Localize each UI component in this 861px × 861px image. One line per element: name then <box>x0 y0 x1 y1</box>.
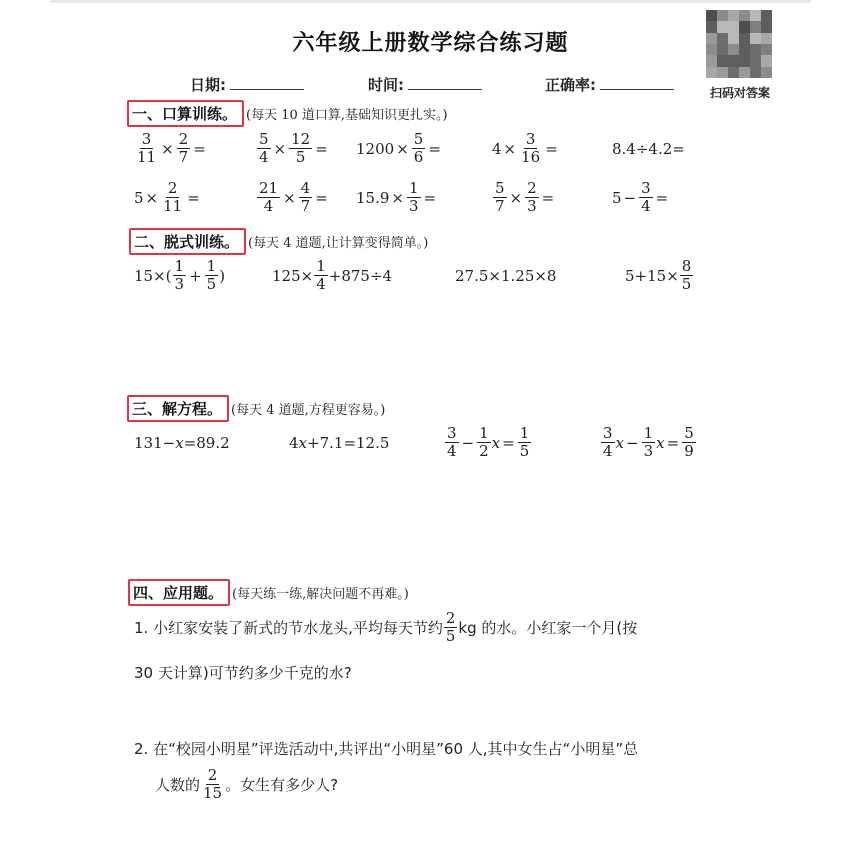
oral-problem-6: 5 × $\frac{2}{11}$ = <box>134 179 200 215</box>
fraction: $\frac{1}{5}$ <box>206 257 217 293</box>
fraction: $\frac{1}{5}$ <box>519 424 530 460</box>
section-4-header <box>128 579 409 606</box>
oral-problem-2: $\frac{5}{4}$ × $\frac{12}{5}$ = <box>259 130 328 166</box>
equation-4: $\frac{3}{4}$ x − $\frac{1}{3}$ x = $\frac{5}{9}$ <box>603 424 694 460</box>
fraction: $\frac{2}{15}$ <box>203 766 223 802</box>
date-field <box>190 74 304 95</box>
date-label: 日期: <box>190 76 226 94</box>
qr-code-image <box>706 10 772 78</box>
accuracy-blank <box>600 75 674 90</box>
fraction: $\frac{21}{4}$ <box>259 179 279 215</box>
section-2-header <box>129 228 428 255</box>
fraction: $\frac{1}{3}$ <box>174 257 185 293</box>
section-1-note: (每天 10 道口算,基础知识更扎实。) <box>246 108 448 123</box>
fraction: $\frac{2}{11}$ <box>163 179 183 215</box>
section-2-title: 二、脱式训练。 <box>129 228 246 255</box>
fraction: $\frac{3}{11}$ <box>137 130 157 166</box>
fraction: $\frac{1}{3}$ <box>408 179 419 215</box>
fraction: $\frac{3}{4}$ <box>603 424 613 460</box>
word-problem-1-line-1: 1. 小红家安装了新式的节水龙头,平均每天节约 $\frac{2}{5}$ kg 的水。小红家一个月(按 <box>134 609 638 645</box>
fraction: $\frac{5}{6}$ <box>413 130 424 166</box>
fraction: $\frac{3}{4}$ <box>641 179 651 215</box>
equation-2: 4 x +7.1=12.5 <box>289 434 390 452</box>
section-3-header <box>127 395 385 422</box>
oral-problem-3: 1200 × $\frac{5}{6}$ = <box>356 130 441 166</box>
fraction: $\frac{5}{7}$ <box>495 179 505 215</box>
fraction: $\frac{3}{16}$ <box>521 130 541 166</box>
oral-problem-8: 15.9 × $\frac{1}{3}$ = <box>356 179 437 215</box>
section-2-note: (每天 4 道题,让计算变得简单。) <box>248 236 429 251</box>
section-4-note: (每天练一练,解决问题不再难。) <box>232 587 409 602</box>
word-problem-2-line-2: 人数的 $\frac{2}{15}$ 。女生有多少人? <box>155 766 339 802</box>
top-border <box>50 0 811 3</box>
fraction: $\frac{1}{2}$ <box>479 424 489 460</box>
section-3-note: (每天 4 道题,方程更容易。) <box>231 403 386 418</box>
fraction: $\frac{12}{5}$ <box>291 130 311 166</box>
section-3-title: 三、解方程。 <box>127 395 229 422</box>
equation-3: $\frac{3}{4}$ − $\frac{1}{2}$ x = $\frac{1}{5}$ <box>447 424 530 460</box>
stepwise-problem-4: 5+15× $\frac{8}{5}$ <box>625 257 692 293</box>
date-blank <box>230 75 304 90</box>
fraction: $\frac{2}{3}$ <box>527 179 537 215</box>
fraction: $\frac{2}{7}$ <box>178 130 189 166</box>
page-title: 六年级上册数学综合练习题 <box>292 31 569 56</box>
stepwise-problem-3: 27.5×1.25×8 <box>455 267 557 285</box>
stepwise-problem-2: 125× $\frac{1}{4}$ +875÷4 <box>272 257 393 293</box>
qr-caption: 扫码对答案 <box>709 86 770 100</box>
fraction: $\frac{8}{5}$ <box>681 257 692 293</box>
word-problem-1-line-2: 30 天计算)可节约多少千克的水? <box>134 664 352 682</box>
accuracy-field <box>545 74 674 95</box>
section-1-header <box>127 100 448 127</box>
fraction: $\frac{1}{3}$ <box>643 424 654 460</box>
fraction: $\frac{1}{4}$ <box>316 257 326 293</box>
stepwise-problem-1: 15×( $\frac{1}{3}$ + $\frac{1}{5}$ ) <box>134 257 226 293</box>
fraction: $\frac{5}{4}$ <box>259 130 269 166</box>
oral-problem-5: 8.4÷4.2= <box>612 140 685 158</box>
equation-1: 131− x =89.2 <box>134 434 230 452</box>
time-label: 时间: <box>368 76 404 94</box>
oral-problem-1: $\frac{3}{11}$ × $\frac{2}{7}$ = <box>137 130 206 166</box>
fraction: $\frac{4}{7}$ <box>300 179 311 215</box>
section-1-title: 一、口算训练。 <box>127 100 244 127</box>
oral-problem-7: $\frac{21}{4}$ × $\frac{4}{7}$ = <box>259 179 328 215</box>
oral-problem-9: $\frac{5}{7}$ × $\frac{2}{3}$ = <box>495 179 555 215</box>
word-problem-2-line-1: 2. 在“校园小明星”评选活动中,共评出“小明星”60 人,其中女生占“小明星”总 <box>134 740 639 758</box>
fraction: $\frac{5}{9}$ <box>684 424 694 460</box>
time-blank <box>408 75 482 90</box>
oral-problem-10: 5 − $\frac{3}{4}$ = <box>612 179 669 215</box>
section-4-title: 四、应用题。 <box>128 579 230 606</box>
fraction: $\frac{2}{5}$ <box>445 609 456 645</box>
oral-problem-4: 4 × $\frac{3}{16}$ = <box>492 130 558 166</box>
fraction: $\frac{3}{4}$ <box>447 424 457 460</box>
time-field <box>368 74 482 95</box>
accuracy-label: 正确率: <box>545 76 596 94</box>
